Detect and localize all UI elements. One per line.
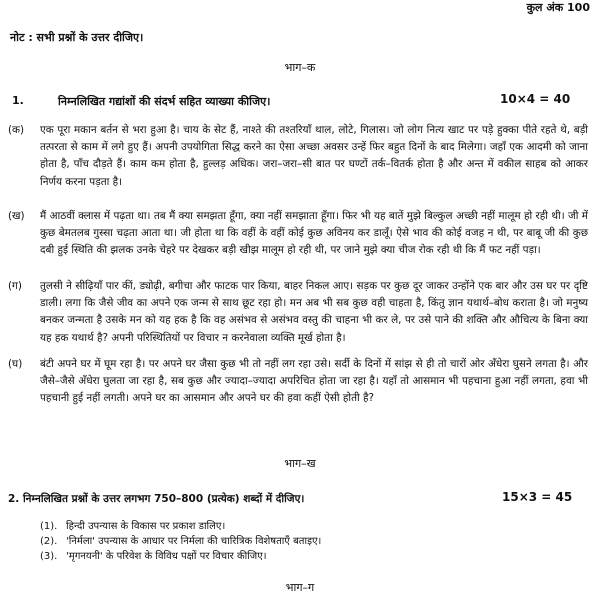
passage-ga-label: (ग) bbox=[8, 280, 22, 292]
passage-ka-text: एक पूरा मकान बर्तन से भरा हुआ है। चाय के सेट हैं, नाश्ते की तश्तरियाँ थाल, लोटे, गिलास। जो लोग नित्य खाट पर पड़े हुक्का पीते रहते थे, बड़ी तत्परता से काम में लगे हुए हैं। अपनी उपयोगिता सिद्ध करने का ऐसा अच्छा अवसर उन्हें फिर बहुत दिनों के बाद मिलेगा। जहाँ एक आदमी को जाना होता है, पाँच दौड़ते हैं। काम कम होता है, हुल्लड़ अधिक। जरा–जरा–सी बात पर घण्टों तर्क–वितर्क होता है और अन्त में वकील साहब को आकर निर्णय करना पड़ता है। bbox=[40, 124, 588, 188]
passage-ka-label: (क) bbox=[8, 124, 25, 136]
question-2-item-2-text: 'निर्मला' उपन्यास के आधार पर निर्मला की चारित्रिक विशेषताएँ बताइए। bbox=[66, 536, 322, 547]
passage-gha-label: (घ) bbox=[8, 358, 23, 370]
passage-ga-text: तुलसी ने सीढ़ियाँ पार कीं, ड्योढ़ी, बगीचा और फाटक पार किया, बाहर निकल आए। सड़क पर कुछ दूर जाकर उन्होंने एक बार और उस घर पर दृष्टि डाली। लगा कि जैसे जीव का अपने एक जन्म से साथ छूट रहा हो। मन अब भी सब कुछ वही चाहता है, किंतु ज्ञान यथार्थ–बोध कराता है। जो मनुष्य बनकर जन्मता है उसके मन को यह हक है कि वह असंभव से असंभव वस्तु की चाहना भी कर ले, पर उसे पाने की शक्ति और औचित्य के बिना क्या यह हक यथार्थ है? अपनी परिस्थितियों पर विचार न करनेवाला व्यक्ति मूर्ख होता है। bbox=[40, 280, 588, 344]
question-2-text: 2. निम्नलिखित प्रश्नों के उत्तर लगभग 750–800 (प्रत्येक) शब्दों में दीजिए। bbox=[8, 493, 305, 505]
passage-gha-text: बंटी अपने घर में घूम रहा है। पर अपने घर जैसा कुछ भी तो नहीं लग रहा उसे। सर्दी के दिनों में सांझ से ही तो चारों ओर अँधेरा घुसने लगता है। और जैसे–जैसे अँधेरा घुलता जा रहा है, सब कुछ और ज्यादा–ज्यादा अपरिचित होता जा रहा है। यहाँ तो आसमान भी पहचाना हुआ नहीं लगता, हवा भी पहचानी हुई नहीं लगती। अपने घर का आसमान और अपने घर की हवा कहीं ऐसी होती है? bbox=[40, 358, 588, 405]
note: नोट : सभी प्रश्नों के उत्तर दीजिए। bbox=[10, 31, 144, 44]
question-1-number: 1. bbox=[12, 94, 24, 107]
question-2-marks: 15×3 = 45 bbox=[502, 490, 573, 504]
question-2-item-1-number: (1). bbox=[40, 521, 58, 532]
passage-kha-text: मैं आठवीं क्लास में पढ़ता था। तब मैं क्या समझता हूँगा, क्या नहीं समझाता हूँगा। फिर भी यह बातें मुझे बिल्कुल अच्छी नहीं मालूम हो रही थी। जी में कुछ बेमतलब गुस्सा चढ़ता आता था। जी होता था कि वहीं के वहीं कोई कुछ अविनय कर डालूँ। ऐसे भाव की कोई वजह न थी, पर बाबू जी की कुछ दबी हुई स्थिति की झलक उनके चेहरे पर देखकर बड़ी खीझ मालूम हो रही थी, पर जाने मुझे क्या चीज रोक रही थी कि मैं फट नहीं पड़ा। bbox=[40, 210, 588, 257]
section-a-heading: भाग–क bbox=[284, 61, 316, 74]
section-c-heading: भाग–ग bbox=[285, 581, 315, 594]
question-2-item-3-number: (3). bbox=[40, 551, 58, 562]
question-2-item-1-text: हिन्दी उपन्यास के विकास पर प्रकाश डालिए। bbox=[66, 521, 226, 532]
total-marks: कुल अंक 100 bbox=[526, 1, 590, 14]
question-1-marks: 10×4 = 40 bbox=[500, 92, 571, 106]
passage-kha-label: (ख) bbox=[8, 210, 25, 222]
question-2-item-3-text: 'मृगनयनी' के परिवेश के विविध पक्षों पर विचार कीजिए। bbox=[66, 551, 267, 562]
question-2-item-2-number: (2). bbox=[40, 536, 58, 547]
section-b-heading: भाग–ख bbox=[284, 457, 316, 470]
question-1-text: निम्नलिखित गद्यांशों की संदर्भ सहित व्याख्या कीजिए। bbox=[58, 95, 271, 108]
